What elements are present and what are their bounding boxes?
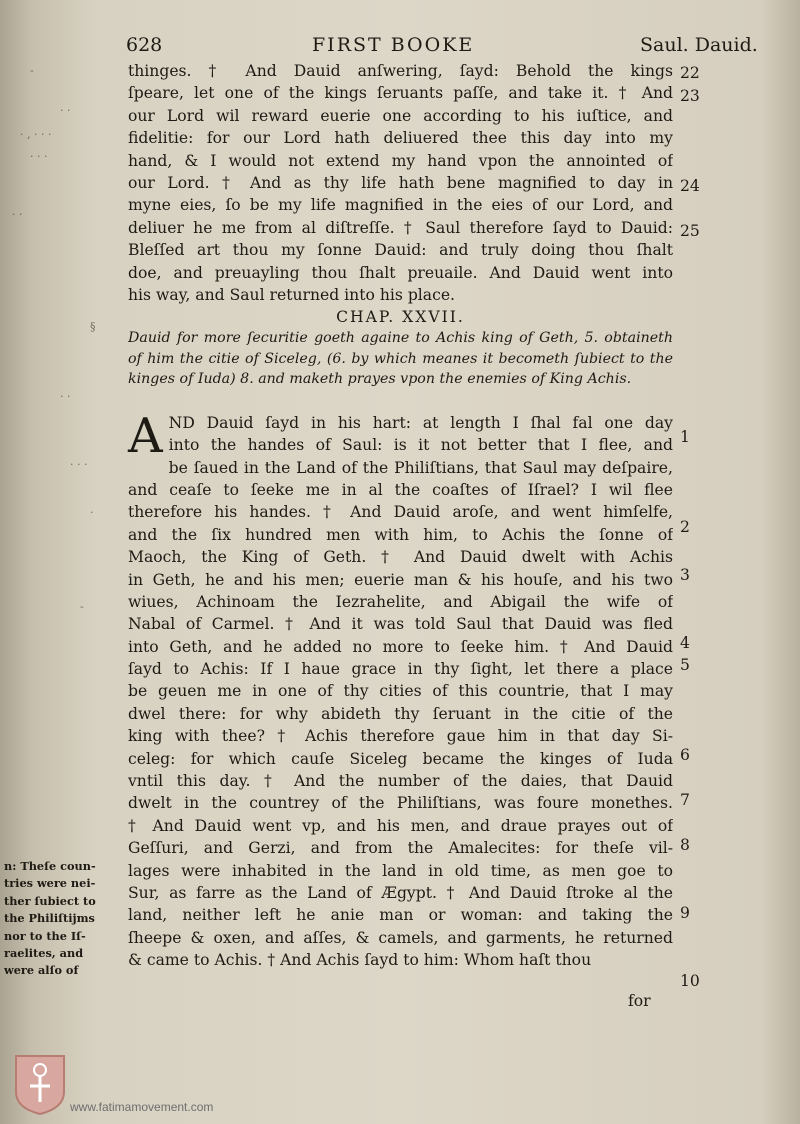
summary-line: kinges of Iuda) 8. and maketh prayes vpon the enemies of King Achis. (128, 371, 632, 388)
text-line: Sur, as farre as the Land of Ægypt. † And Dauid ſtroke al the (128, 884, 673, 902)
text-line: land, neither left he anie man or woman: and taking the (128, 906, 673, 925)
text-line: † And Dauid went vp, and his men, and draue prayes out of (128, 816, 673, 835)
verse-number: 6 (680, 746, 690, 764)
text-line: deliuer he me from al diſtreſſe. † Saul therefore ſayd to Dauid: (128, 218, 673, 237)
chapter-heading: CHAP. XXVII. (336, 308, 465, 327)
bleed-mark: · ‚ · · · (20, 128, 52, 141)
verse-number: 5 (680, 656, 690, 674)
text-line: be ſaued in the Land of the Philiſtians, that Saul may deſpaire, (168, 458, 673, 477)
text-line: ſayd to Achis: If I haue grace in thy ſight, let there a place (128, 660, 673, 679)
text-line: into the handes of Saul: is it not better that I flee, and (168, 436, 673, 455)
top-passage (128, 60, 673, 306)
summary-line: of him the citie of Siceleg, (6. by which meanes it becometh ſubiect to the (128, 350, 673, 367)
text-line: myne eies, ſo be my life magnified in the eies of our Lord, and (128, 196, 673, 215)
verse-number: 25 (680, 222, 700, 240)
verse-number: 9 (680, 904, 690, 922)
text-line: dwel there: for why abideth thy ſeruant in the citie of the (128, 704, 673, 723)
text-line: ſpeare, let one of the kings ſeruants paſſe, and take it. † And (128, 84, 673, 103)
text-line: vntil this day. † And the number of the daies, that Dauid (128, 772, 673, 791)
bleed-mark: · · · (30, 150, 48, 163)
text-line: ſheepe & oxen, and aſſes, & camels, and garments, he returned (128, 928, 673, 947)
bleed-mark: - (80, 600, 84, 613)
text-line: Nabal of Carmel. † And it was told Saul that Dauid was fled (128, 615, 673, 634)
text-line: Geſſuri, and Gerzi, and from the Amalecites: for theſe vil- (128, 839, 673, 858)
verse-number: 2 (680, 518, 690, 536)
summary-line: Dauid for more ſecuritie goeth againe to Achis king of Geth, 5. obtaineth (128, 330, 673, 347)
margin-note-line: ther ſubiect to (4, 893, 96, 908)
watermark-url: www.fatimamovement.com (70, 1100, 214, 1114)
text-line: and the ſix hundred men with him, to Achis the ſonne of (128, 525, 673, 544)
text-line: and ceaſe to ſeeke me in al the coaſtes of Iſrael? I wil flee (128, 480, 673, 499)
text-line: our Lord. † And as thy life hath bene magnified to day in (128, 173, 673, 192)
fatima-logo-icon (12, 1052, 68, 1116)
bleed-mark: · (90, 506, 94, 519)
page-number: 628 (126, 34, 163, 56)
text-line: be geuen me in one of thy cities of this countrie, that I may (128, 682, 673, 701)
running-head: Saul. Dauid. (640, 34, 758, 56)
text-line: his way, and Saul returned into his place. (128, 285, 456, 304)
chapter-summary (128, 328, 673, 390)
book-title: FIRST BOOKE (312, 34, 475, 56)
text-line: Bleſſed art thou my ſonne Dauid: and truly doing thou ſhalt (128, 241, 673, 260)
text-line: therefore his handes. † And Dauid aroſe, and went himſelfe, (128, 503, 673, 522)
text-line: into Geth, and he added no more to ſeeke him. † And Dauid (128, 637, 673, 656)
bleed-mark: - (30, 64, 34, 77)
text-line: in Geth, he and his men; euerie man & his houſe, and his two (128, 570, 673, 589)
verse-number: 1 (680, 428, 690, 446)
text-line: celeg: for which cauſe Siceleg became the kinges of Iuda (128, 749, 673, 768)
verse-number: 7 (680, 791, 690, 809)
bleed-mark: · · · (70, 458, 88, 471)
margin-note (4, 858, 114, 980)
text-line: doe, and preuayling thou ſhalt preuaile. And Dauid went into (128, 263, 673, 282)
margin-note-line: were alſo of (4, 963, 79, 978)
bleed-mark: · · (60, 104, 71, 117)
margin-note-line: n: Theſe coun- (4, 859, 96, 873)
catchword: for (628, 992, 651, 1010)
text-line: our Lord wil reward euerie one according to his iuſtice, and (128, 106, 673, 125)
drop-cap: A (128, 407, 163, 464)
bleed-mark: · · (60, 390, 71, 403)
verse-number: 24 (680, 177, 700, 195)
verse-number: 23 (680, 87, 700, 105)
verse-number: 4 (680, 634, 690, 652)
text-block (128, 60, 673, 972)
text-line: king with thee? † Achis therefore gaue him in that day Si- (128, 727, 673, 746)
verse-number: 3 (680, 566, 690, 584)
chapter-text (128, 407, 673, 972)
text-line: lages were inhabited in the land in old time, as men goe to (128, 861, 673, 880)
text-line: & came to Achis. † And Achis ſayd to him: Whom haſt thou (128, 951, 592, 970)
text-line: hand, & I would not extend my hand vpon the annointed of (128, 151, 673, 170)
text-line: dwelt in the countrey of the Philiſtians, was foure monethes. (128, 794, 673, 813)
margin-note-line: tries were nei- (4, 876, 96, 891)
verse-number: 22 (680, 64, 700, 82)
verse-number: 10 (680, 972, 700, 990)
bleed-mark: § (90, 320, 96, 333)
text-line: Maoch, the King of Geth. † And Dauid dwelt with Achis (128, 548, 673, 567)
margin-note-line: nor to the Iſ- (4, 928, 86, 943)
text-line: ND Dauid ſayd in his hart: at length I ſhal fal one day (168, 413, 673, 432)
verse-number: 8 (680, 836, 690, 854)
margin-note-line: the Philiſtijms (4, 911, 95, 926)
text-line: thinges. † And Dauid anſwering, ſayd: Behold the kings (128, 62, 673, 80)
bleed-mark: · · (12, 208, 23, 221)
margin-note-line: raelites, and (4, 945, 84, 960)
text-line: wiues, Achinoam the Iezrahelite, and Abigail the wife of (128, 592, 673, 611)
text-line: fidelitie: for our Lord hath deliuered thee this day into my (128, 129, 673, 148)
